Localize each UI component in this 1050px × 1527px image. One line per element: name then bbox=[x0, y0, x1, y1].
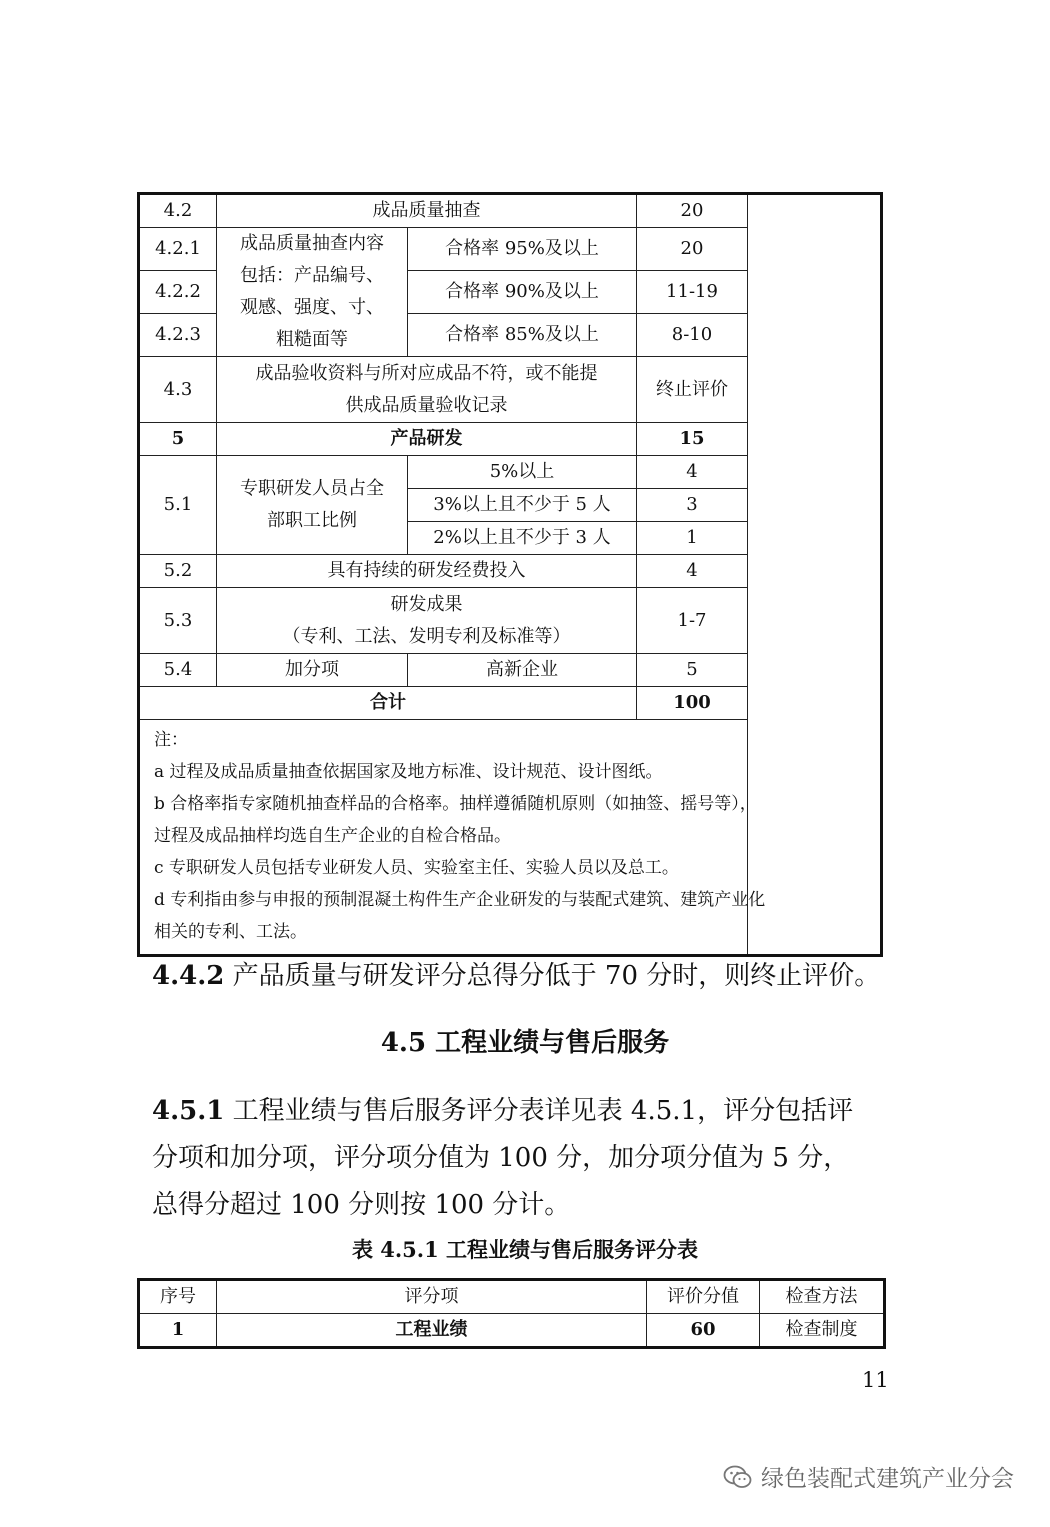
row-number: 4.2 bbox=[139, 194, 217, 228]
note-line: 注： bbox=[154, 730, 188, 750]
content-line: 粗糙面等 bbox=[276, 329, 348, 350]
scoring-table-continued bbox=[137, 192, 883, 957]
row-item: 工程业绩 bbox=[217, 1314, 647, 1348]
total-score: 100 bbox=[637, 687, 748, 720]
row-condition: 3%以上且不少于 5 人 bbox=[408, 489, 637, 522]
item-line: 供成品质量验收记录 bbox=[345, 394, 508, 416]
clause-line: 分项和加分项，评分项分值为 100 分，加分项分值为 5 分， bbox=[152, 1143, 850, 1173]
row-condition: 5%以上 bbox=[408, 456, 637, 489]
inspection-content-cell bbox=[217, 228, 408, 357]
item-line: （专利、工法、发明专利及标准等） bbox=[282, 625, 571, 647]
row-number: 4.3 bbox=[139, 357, 217, 423]
row-score: 4 bbox=[637, 555, 748, 588]
clause-number: 4.5.1 bbox=[152, 1096, 225, 1126]
content-line: 包括：产品编号、 bbox=[240, 265, 384, 286]
row-item bbox=[217, 357, 637, 423]
clause-number: 4.4.2 bbox=[152, 961, 225, 991]
row-item: 成品质量抽查 bbox=[217, 194, 637, 228]
row-number: 1 bbox=[139, 1314, 217, 1348]
scoring-table-4-5-1 bbox=[137, 1278, 886, 1349]
row-number: 4.2.3 bbox=[139, 314, 217, 357]
row-score: 60 bbox=[647, 1314, 760, 1348]
row-number: 5 bbox=[139, 423, 217, 456]
row-score: 4 bbox=[637, 456, 748, 489]
row-score: 终止评价 bbox=[637, 357, 748, 423]
row-item bbox=[217, 588, 637, 654]
row-score: 5 bbox=[637, 654, 748, 687]
row-condition: 2%以上且不少于 3 人 bbox=[408, 522, 637, 555]
row-number: 5.2 bbox=[139, 555, 217, 588]
row-score: 1-7 bbox=[637, 588, 748, 654]
row-number: 5.3 bbox=[139, 588, 217, 654]
row-number: 5.1 bbox=[139, 456, 217, 555]
clause-line: 总得分超过 100 分则按 100 分计。 bbox=[152, 1190, 571, 1220]
header-cell: 评分项 bbox=[217, 1280, 647, 1314]
clause-4-4-2 bbox=[152, 953, 912, 1000]
content-line: 观感、强度、寸、 bbox=[240, 297, 384, 318]
row-condition: 合格率 90%及以上 bbox=[408, 271, 637, 314]
row-number: 5.4 bbox=[139, 654, 217, 687]
header-cell: 序号 bbox=[139, 1280, 217, 1314]
header-cell: 评价分值 bbox=[647, 1280, 760, 1314]
note-line: 过程及成品抽样均选自生产企业的自检合格品。 bbox=[154, 826, 511, 846]
note-line: c 专职研发人员包括专业研发人员、实验室主任、实验人员以及总工。 bbox=[154, 858, 679, 878]
label-line: 专职研发人员占全 bbox=[240, 478, 384, 499]
note-line: d 专利指由参与申报的预制混凝土构件生产企业研发的与装配式建筑、建筑产业化 bbox=[154, 890, 766, 910]
notes-block bbox=[139, 720, 882, 956]
watermark-text: 绿色装配式建筑产业分会 bbox=[761, 1466, 1014, 1492]
watermark bbox=[723, 1460, 1014, 1493]
row-item: 加分项 bbox=[217, 654, 408, 687]
note-line: 相关的专利、工法。 bbox=[154, 922, 307, 942]
row-score: 3 bbox=[637, 489, 748, 522]
row-score: 15 bbox=[637, 423, 748, 456]
row-number: 4.2.2 bbox=[139, 271, 217, 314]
section-heading: 4.5 工程业绩与售后服务 bbox=[380, 1028, 670, 1058]
total-label: 合计 bbox=[139, 687, 637, 720]
clause-line: 工程业绩与售后服务评分表详见表 4.5.1，评分包括评 bbox=[232, 1096, 854, 1126]
row-method: 检查制度 bbox=[760, 1314, 885, 1348]
row-condition: 合格率 85%及以上 bbox=[408, 314, 637, 357]
table-caption: 表 4.5.1 工程业绩与售后服务评分表 bbox=[351, 1237, 699, 1262]
clause-text: 产品质量与研发评分总得分低于 70 分时，则终止评价。 bbox=[232, 961, 881, 991]
row-item: 具有持续的研发经费投入 bbox=[217, 555, 637, 588]
content-line: 成品质量抽查内容 bbox=[240, 233, 384, 254]
row-number: 4.2.1 bbox=[139, 228, 217, 271]
wechat-icon bbox=[723, 1464, 753, 1490]
row-condition: 高新企业 bbox=[408, 654, 637, 687]
clause-4-5-1 bbox=[152, 1088, 912, 1229]
row-condition: 合格率 95%及以上 bbox=[408, 228, 637, 271]
row-score: 1 bbox=[637, 522, 748, 555]
note-line: b 合格率指专家随机抽查样品的合格率。抽样遵循随机原则（如抽签、摇号等）， bbox=[154, 794, 757, 814]
label-line: 部职工比例 bbox=[267, 510, 357, 531]
page-number: 11 bbox=[862, 1368, 889, 1392]
note-line: a 过程及成品质量抽查依据国家及地方标准、设计规范、设计图纸。 bbox=[154, 762, 663, 782]
rd-staff-ratio-label bbox=[217, 456, 408, 555]
header-cell: 检查方法 bbox=[760, 1280, 885, 1314]
item-line: 成品验收资料与所对应成品不符，或不能提 bbox=[255, 362, 598, 384]
row-score: 20 bbox=[637, 194, 748, 228]
item-line: 研发成果 bbox=[390, 593, 463, 615]
row-score: 20 bbox=[637, 228, 748, 271]
row-item: 产品研发 bbox=[217, 423, 637, 456]
row-score: 11-19 bbox=[637, 271, 748, 314]
row-score: 8-10 bbox=[637, 314, 748, 357]
